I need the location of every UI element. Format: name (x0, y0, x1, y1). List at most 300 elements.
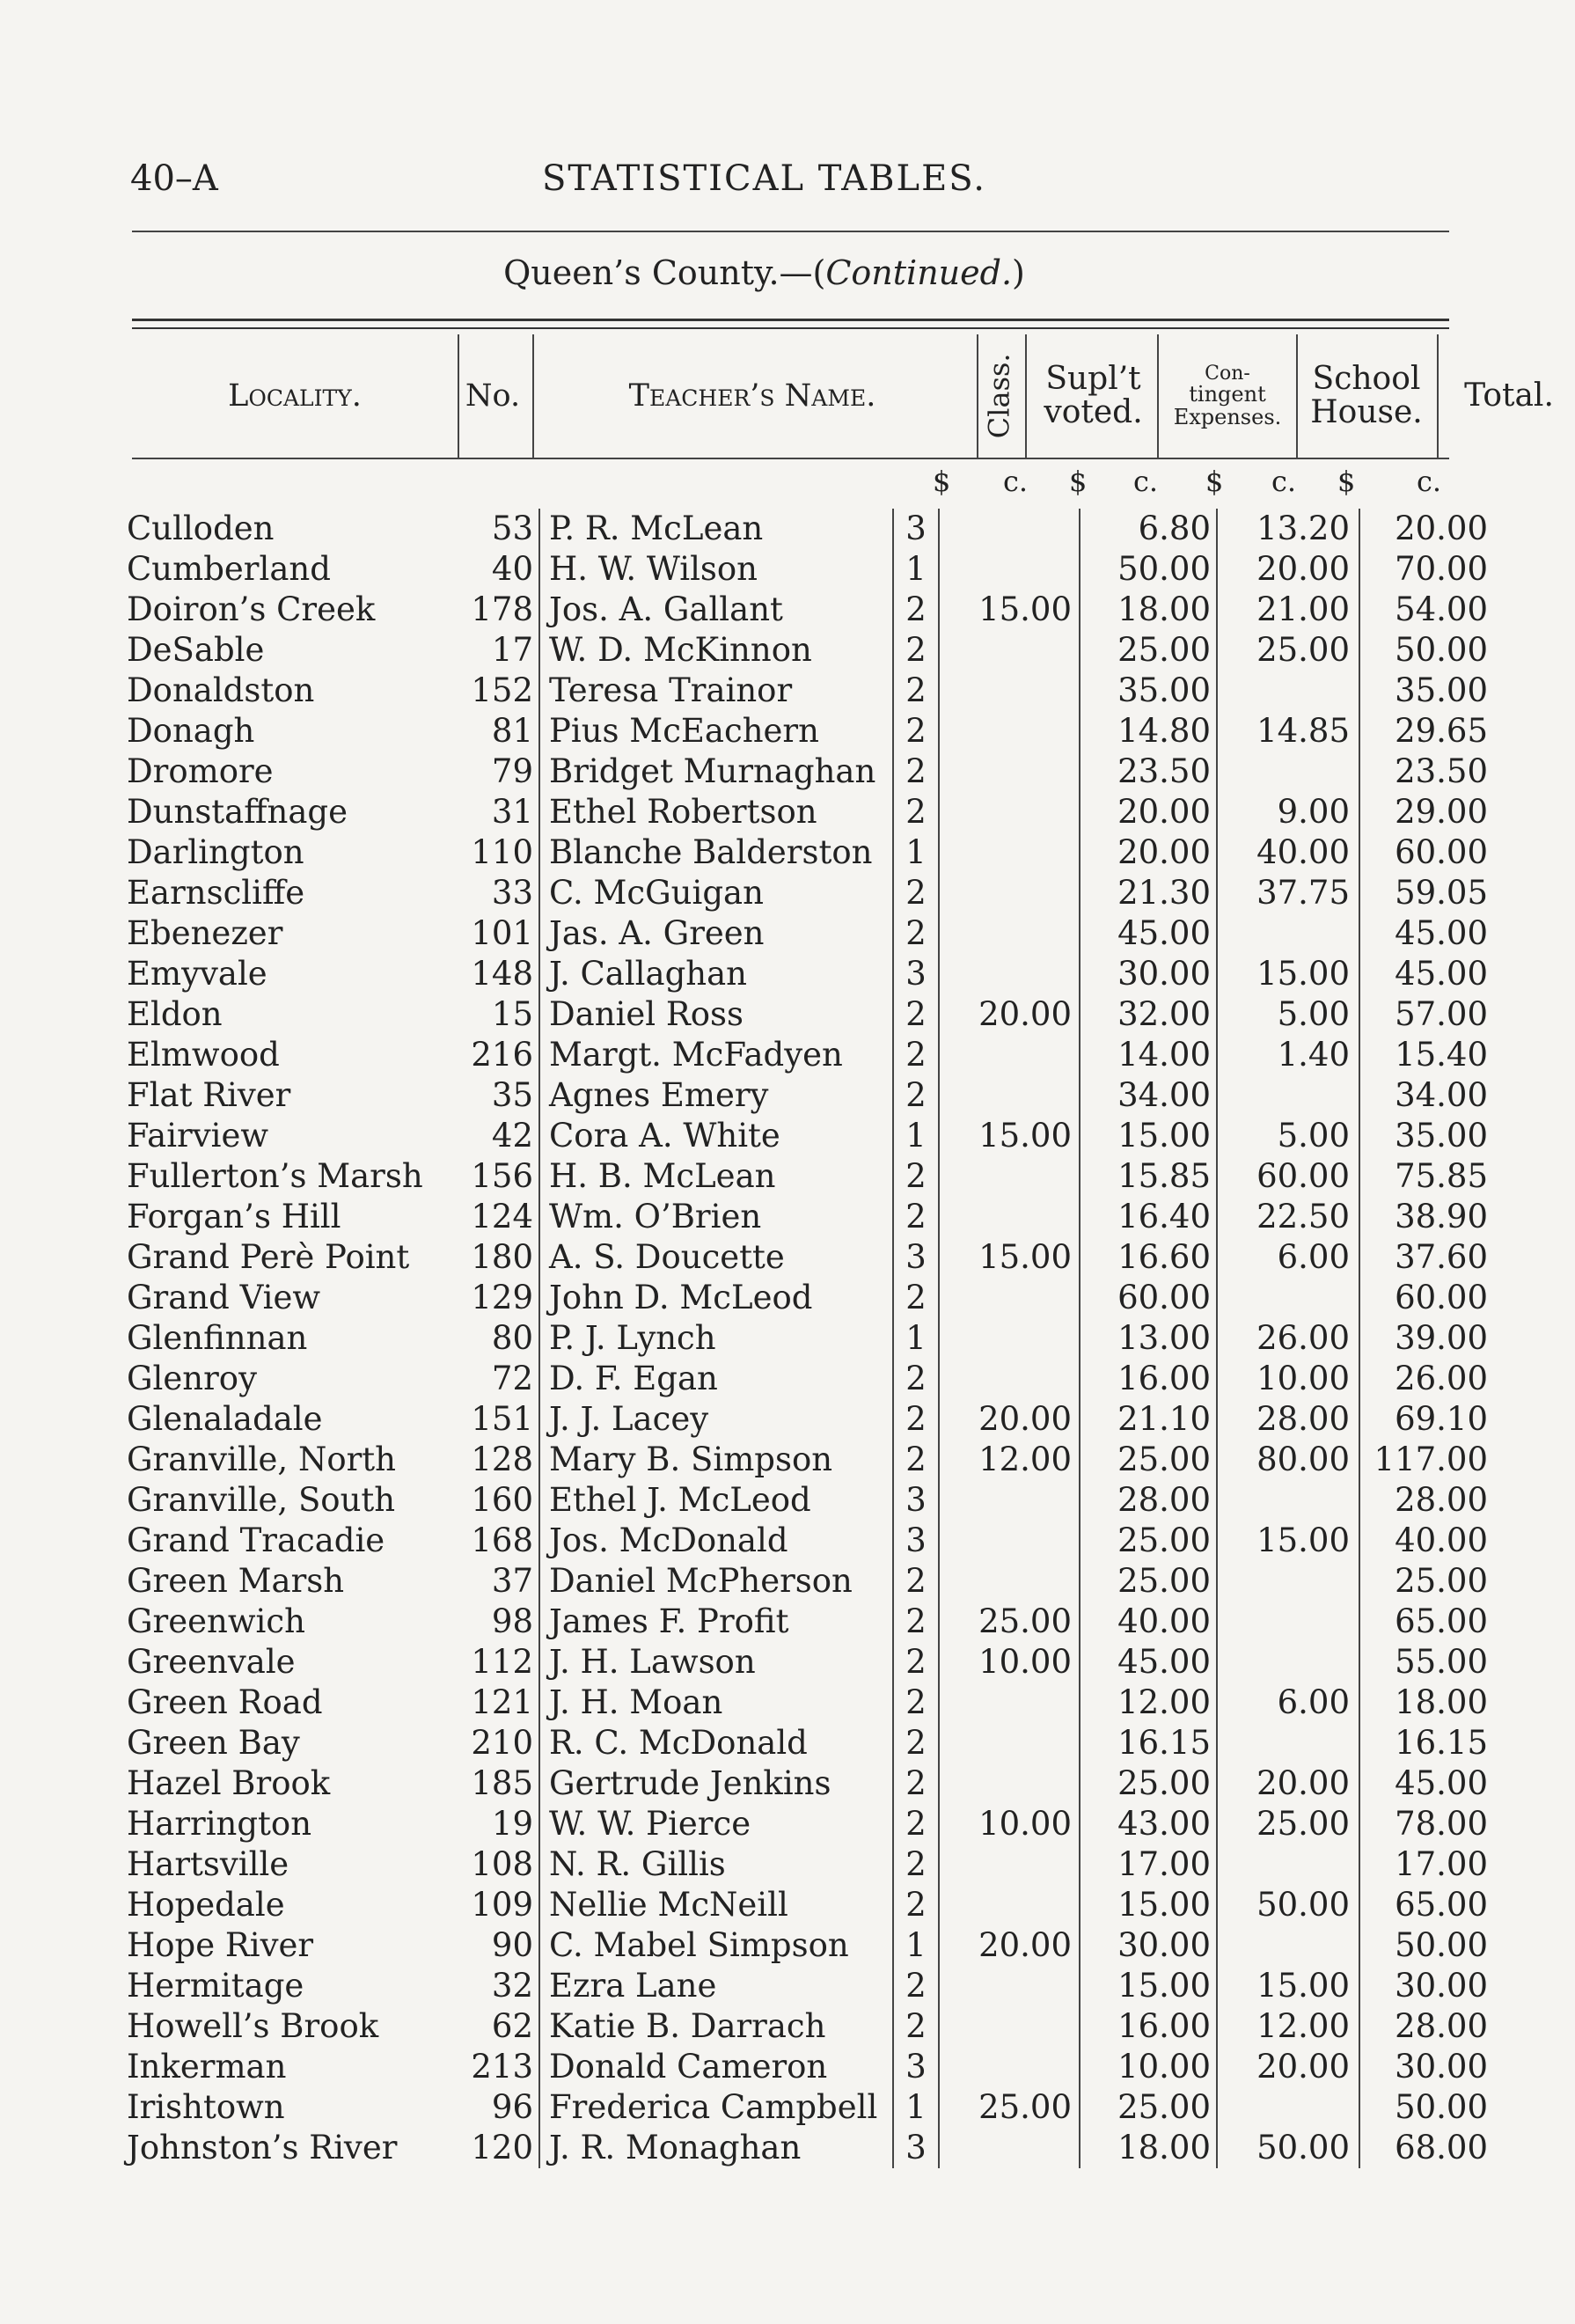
cell-locality: Harrington (127, 1805, 312, 1843)
cell-teacher: John D. McLeod (539, 1278, 893, 1318)
cell-teacher: D. F. Egan (539, 1359, 893, 1399)
table-row (114, 2128, 1488, 2168)
cell-contingent: 25.00 (1080, 1521, 1217, 1561)
cell-locality: Greenvale (127, 1643, 296, 1681)
cell-no: 124 (461, 1197, 539, 1237)
table-row (114, 2047, 1488, 2087)
table-row (114, 1521, 1488, 1561)
cell-locality: Green Bay (127, 1724, 300, 1762)
cell-class: 2 (893, 751, 939, 792)
header-school-line1: School (1312, 361, 1421, 398)
header-divider (1157, 334, 1159, 458)
cell-school-house: 25.00 (1217, 1804, 1359, 1844)
cell-class: 2 (893, 1359, 939, 1399)
subtitle-close: ) (1012, 253, 1025, 292)
table-row (114, 1399, 1488, 1440)
cell-class: 3 (893, 2047, 939, 2087)
cell-locality: Dunstaffnage (127, 793, 348, 831)
cell-locality: Grand Tracadie (127, 1521, 385, 1559)
cell-class: 2 (893, 1399, 939, 1440)
cell-total: 70.00 (1395, 550, 1488, 588)
cell-contingent: 18.00 (1080, 2128, 1217, 2168)
cell-locality: Green Road (127, 1683, 323, 1721)
cell-supl-voted (939, 873, 1080, 913)
cell-locality: Hartsville (127, 1845, 289, 1883)
cell-teacher: Pius McEachern (539, 711, 893, 751)
cell-school-house (1217, 751, 1359, 792)
cell-teacher: Jos. McDonald (539, 1521, 893, 1561)
cell-teacher: Teresa Trainor (539, 671, 893, 711)
cell-no: 185 (461, 1763, 539, 1804)
cell-class: 3 (893, 1237, 939, 1278)
cell-supl-voted (939, 1561, 1080, 1602)
cell-no: 121 (461, 1683, 539, 1723)
cell-teacher: Cora A. White (539, 1116, 893, 1156)
cell-locality: Irishtown (127, 2088, 285, 2126)
cell-contingent: 45.00 (1080, 913, 1217, 954)
table-row (114, 1116, 1488, 1156)
cell-contingent: 45.00 (1080, 1642, 1217, 1683)
cell-supl-voted (939, 2006, 1080, 2047)
cell-supl-voted (939, 1075, 1080, 1116)
cell-locality: Eldon (127, 995, 223, 1033)
cell-no: 15 (461, 994, 539, 1035)
cell-teacher: Ethel J. McLeod (539, 1480, 893, 1521)
cell-class: 2 (893, 1602, 939, 1642)
header-total: Total. (1464, 378, 1554, 414)
cell-school-house: 1.40 (1217, 1035, 1359, 1075)
cell-school-house: 80.00 (1217, 1440, 1359, 1480)
table-row (114, 1075, 1488, 1116)
cell-total: 50.00 (1395, 2088, 1488, 2126)
cell-school-house: 13.20 (1217, 509, 1359, 549)
cell-school-house (1217, 913, 1359, 954)
cell-total: 23.50 (1395, 752, 1488, 790)
cell-contingent: 16.60 (1080, 1237, 1217, 1278)
cell-school-house: 50.00 (1217, 2128, 1359, 2168)
subtitle-main: Queen’s County.—( (503, 253, 826, 292)
cell-school-house: 37.75 (1217, 873, 1359, 913)
cell-total: 28.00 (1395, 2007, 1488, 2045)
cell-locality: Donagh (127, 712, 255, 750)
cell-locality: Hermitage (127, 1967, 304, 2005)
cell-teacher: James F. Profit (539, 1602, 893, 1642)
cell-class: 2 (893, 671, 939, 711)
cell-total: 37.60 (1395, 1238, 1488, 1276)
cell-contingent: 60.00 (1080, 1278, 1217, 1318)
cell-class: 1 (893, 549, 939, 590)
table-row (114, 1602, 1488, 1642)
cell-school-house: 60.00 (1217, 1156, 1359, 1197)
cell-school-house (1217, 1642, 1359, 1683)
cell-teacher: Wm. O’Brien (539, 1197, 893, 1237)
cell-class: 2 (893, 590, 939, 630)
cell-no: 213 (461, 2047, 539, 2087)
cell-class: 1 (893, 2087, 939, 2128)
cell-contingent: 30.00 (1080, 954, 1217, 994)
cell-locality: Fullerton’s Marsh (127, 1157, 423, 1195)
header-no: No. (465, 378, 521, 414)
cell-contingent: 14.80 (1080, 711, 1217, 751)
cell-school-house: 10.00 (1217, 1359, 1359, 1399)
cell-school-house: 5.00 (1217, 1116, 1359, 1156)
cell-locality: Glenroy (127, 1360, 257, 1397)
cell-class: 2 (893, 1075, 939, 1116)
cell-supl-voted: 10.00 (939, 1804, 1080, 1844)
cell-contingent: 28.00 (1080, 1480, 1217, 1521)
cell-no: 62 (461, 2006, 539, 2047)
cell-total: 15.40 (1395, 1036, 1488, 1074)
cell-no: 129 (461, 1278, 539, 1318)
cell-school-house (1217, 1561, 1359, 1602)
cell-class: 2 (893, 1642, 939, 1683)
cell-teacher: N. R. Gillis (539, 1844, 893, 1885)
cell-school-house (1217, 1075, 1359, 1116)
table-row (114, 1278, 1488, 1318)
cell-supl-voted (939, 1318, 1080, 1359)
unit-dollar-total: $ (1337, 465, 1356, 498)
table-body (114, 509, 1488, 2168)
cell-total: 69.10 (1395, 1400, 1488, 1438)
cell-contingent: 50.00 (1080, 549, 1217, 590)
cell-school-house (1217, 1602, 1359, 1642)
cell-school-house: 28.00 (1217, 1399, 1359, 1440)
header-teacher: Teacher’s Name. (628, 378, 876, 414)
cell-class: 2 (893, 1278, 939, 1318)
table-row (114, 873, 1488, 913)
cell-locality: Grand Perè Point (127, 1238, 410, 1276)
cell-contingent: 15.00 (1080, 1885, 1217, 1925)
cell-supl-voted (939, 1763, 1080, 1804)
cell-class: 1 (893, 1116, 939, 1156)
cell-contingent: 16.00 (1080, 1359, 1217, 1399)
cell-no: 72 (461, 1359, 539, 1399)
cell-supl-voted (939, 509, 1080, 549)
unit-cent-school: c. (1271, 465, 1297, 498)
cell-school-house: 5.00 (1217, 994, 1359, 1035)
subtitle-continued: Continued. (825, 253, 1013, 292)
cell-locality: Granville, South (127, 1481, 396, 1519)
cell-contingent: 6.80 (1080, 509, 1217, 549)
cell-no: 160 (461, 1480, 539, 1521)
cell-locality: Darlington (127, 833, 304, 871)
table-row (114, 1156, 1488, 1197)
cell-total: 65.00 (1395, 1886, 1488, 1924)
cell-locality: Green Marsh (127, 1562, 345, 1600)
table-row (114, 1440, 1488, 1480)
header-supl-line1: Supl’t (1045, 361, 1141, 398)
cell-class: 2 (893, 1844, 939, 1885)
table-row (114, 792, 1488, 832)
table-row (114, 590, 1488, 630)
table-row (114, 630, 1488, 671)
cell-no: 81 (461, 711, 539, 751)
cell-contingent: 23.50 (1080, 751, 1217, 792)
cell-school-house: 15.00 (1217, 954, 1359, 994)
table-row (114, 549, 1488, 590)
cell-contingent: 25.00 (1080, 630, 1217, 671)
cell-total: 39.00 (1395, 1319, 1488, 1357)
cell-supl-voted (939, 711, 1080, 751)
cell-no: 180 (461, 1237, 539, 1278)
cell-locality: Inkerman (127, 2048, 287, 2086)
cell-class: 3 (893, 1521, 939, 1561)
cell-school-house: 25.00 (1217, 630, 1359, 671)
cell-contingent: 17.00 (1080, 1844, 1217, 1885)
cell-locality: Hopedale (127, 1886, 285, 1924)
cell-total: 29.65 (1395, 712, 1488, 750)
cell-no: 128 (461, 1440, 539, 1480)
cell-no: 32 (461, 1966, 539, 2006)
cell-total: 54.00 (1395, 590, 1488, 628)
header-cont-line3: Expenses. (1173, 404, 1282, 429)
cell-locality: Ebenezer (127, 914, 283, 952)
cell-teacher: C. Mabel Simpson (539, 1925, 893, 1966)
header-locality: Locality. (228, 378, 362, 414)
cell-contingent: 16.00 (1080, 2006, 1217, 2047)
page-title: STATISTICAL TABLES. (542, 158, 986, 199)
cell-teacher: A. S. Doucette (539, 1237, 893, 1278)
cell-teacher: W. D. McKinnon (539, 630, 893, 671)
cell-contingent: 25.00 (1080, 1440, 1217, 1480)
cell-school-house: 9.00 (1217, 792, 1359, 832)
unit-cent-supl: c. (1003, 465, 1029, 498)
double-rule (132, 319, 1449, 321)
cell-school-house: 14.85 (1217, 711, 1359, 751)
cell-class: 2 (893, 1561, 939, 1602)
cell-supl-voted (939, 954, 1080, 994)
cell-no: 17 (461, 630, 539, 671)
cell-supl-voted (939, 1197, 1080, 1237)
table-row (114, 1925, 1488, 1966)
cell-supl-voted (939, 1278, 1080, 1318)
top-rule (132, 231, 1449, 232)
cell-locality: Culloden (127, 510, 275, 547)
cell-teacher: P. J. Lynch (539, 1318, 893, 1359)
cell-total: 28.00 (1395, 1481, 1488, 1519)
cell-school-house: 40.00 (1217, 832, 1359, 873)
cell-teacher: Daniel McPherson (539, 1561, 893, 1602)
cell-total: 20.00 (1395, 510, 1488, 547)
cell-class: 2 (893, 1763, 939, 1804)
cell-total: 30.00 (1395, 1967, 1488, 2005)
cell-no: 79 (461, 751, 539, 792)
cell-locality: Elmwood (127, 1036, 280, 1074)
cell-contingent: 15.00 (1080, 1966, 1217, 2006)
cell-supl-voted (939, 1844, 1080, 1885)
table-row (114, 1480, 1488, 1521)
cell-total: 45.00 (1395, 914, 1488, 952)
cell-supl-voted (939, 1966, 1080, 2006)
cell-total: 30.00 (1395, 2048, 1488, 2086)
table-row (114, 1197, 1488, 1237)
cell-supl-voted: 10.00 (939, 1642, 1080, 1683)
cell-no: 110 (461, 832, 539, 873)
cell-total: 68.00 (1395, 2129, 1488, 2166)
table-row (114, 1763, 1488, 1804)
unit-cent-total: c. (1417, 465, 1442, 498)
cell-no: 80 (461, 1318, 539, 1359)
cell-locality: Howell’s Brook (127, 2007, 379, 2045)
cell-school-house: 20.00 (1217, 1763, 1359, 1804)
cell-class: 2 (893, 994, 939, 1035)
cell-supl-voted: 20.00 (939, 1925, 1080, 1966)
cell-locality: Flat River (127, 1076, 291, 1114)
table-row (114, 2087, 1488, 2128)
cell-class: 2 (893, 1723, 939, 1763)
cell-contingent: 15.85 (1080, 1156, 1217, 1197)
header-contingent (1161, 334, 1293, 458)
table-row (114, 1318, 1488, 1359)
cell-contingent: 20.00 (1080, 832, 1217, 873)
cell-supl-voted (939, 751, 1080, 792)
cell-total: 26.00 (1395, 1360, 1488, 1397)
cell-total: 40.00 (1395, 1521, 1488, 1559)
table-row (114, 1966, 1488, 2006)
cell-total: 29.00 (1395, 793, 1488, 831)
cell-supl-voted (939, 1521, 1080, 1561)
cell-supl-voted (939, 1156, 1080, 1197)
cell-supl-voted (939, 1035, 1080, 1075)
cell-teacher: Daniel Ross (539, 994, 893, 1035)
cell-teacher: J. H. Moan (539, 1683, 893, 1723)
cell-school-house: 15.00 (1217, 1966, 1359, 2006)
cell-contingent: 35.00 (1080, 671, 1217, 711)
cell-total: 35.00 (1395, 671, 1488, 709)
cell-contingent: 40.00 (1080, 1602, 1217, 1642)
table-row (114, 1844, 1488, 1885)
cell-school-house (1217, 1278, 1359, 1318)
header-supl-line2: voted. (1044, 394, 1143, 430)
table-row (114, 1885, 1488, 1925)
cell-teacher: J. J. Lacey (539, 1399, 893, 1440)
cell-contingent: 34.00 (1080, 1075, 1217, 1116)
table-row (114, 1723, 1488, 1763)
cell-contingent: 20.00 (1080, 792, 1217, 832)
table-row (114, 913, 1488, 954)
cell-no: 216 (461, 1035, 539, 1075)
cell-supl-voted (939, 1723, 1080, 1763)
table-row (114, 1359, 1488, 1399)
cell-contingent: 12.00 (1080, 1683, 1217, 1723)
cell-no: 151 (461, 1399, 539, 1440)
cell-supl-voted (939, 2128, 1080, 2168)
cell-locality: Johnston’s River (127, 2129, 398, 2166)
table-row (114, 954, 1488, 994)
cell-school-house (1217, 1844, 1359, 1885)
double-rule-lower (132, 327, 1449, 329)
cell-no: 148 (461, 954, 539, 994)
cell-class: 2 (893, 913, 939, 954)
cell-contingent: 15.00 (1080, 1116, 1217, 1156)
cell-supl-voted (939, 832, 1080, 873)
cell-teacher: J. R. Monaghan (539, 2128, 893, 2168)
table-row (114, 994, 1488, 1035)
header-divider (1437, 334, 1439, 458)
cell-class: 1 (893, 1318, 939, 1359)
cell-total: 60.00 (1395, 833, 1488, 871)
cell-class: 3 (893, 509, 939, 549)
cell-contingent: 21.10 (1080, 1399, 1217, 1440)
school-table (114, 509, 1488, 2168)
cell-class: 2 (893, 1156, 939, 1197)
cell-class: 2 (893, 1804, 939, 1844)
cell-teacher: Blanche Balderston (539, 832, 893, 873)
cell-supl-voted (939, 1683, 1080, 1723)
cell-total: 18.00 (1395, 1683, 1488, 1721)
cell-school-house (1217, 671, 1359, 711)
cell-teacher: Ezra Lane (539, 1966, 893, 2006)
cell-no: 112 (461, 1642, 539, 1683)
cell-locality: Emyvale (127, 955, 267, 993)
cell-locality: Hope River (127, 1926, 314, 1964)
cell-teacher: Gertrude Jenkins (539, 1763, 893, 1804)
cell-locality: Glenfinnan (127, 1319, 308, 1357)
cell-total: 17.00 (1395, 1845, 1488, 1883)
cell-locality: Greenwich (127, 1602, 305, 1640)
table-row (114, 832, 1488, 873)
cell-no: 19 (461, 1804, 539, 1844)
cell-teacher: Jos. A. Gallant (539, 590, 893, 630)
table-row (114, 711, 1488, 751)
cell-teacher: Bridget Murnaghan (539, 751, 893, 792)
cell-total: 35.00 (1395, 1117, 1488, 1155)
cell-no: 33 (461, 873, 539, 913)
header-divider (1296, 334, 1298, 458)
cell-class: 2 (893, 711, 939, 751)
cell-class: 3 (893, 1480, 939, 1521)
cell-no: 40 (461, 549, 539, 590)
cell-locality: Fairview (127, 1117, 269, 1155)
cell-teacher: Donald Cameron (539, 2047, 893, 2087)
cell-total: 117.00 (1374, 1441, 1488, 1478)
cell-teacher: W. W. Pierce (539, 1804, 893, 1844)
table-row (114, 1683, 1488, 1723)
cell-supl-voted (939, 1885, 1080, 1925)
header-class-label: Class. (982, 353, 1016, 439)
table-row (114, 1561, 1488, 1602)
cell-supl-voted: 12.00 (939, 1440, 1080, 1480)
header-cont-line2: tingent (1189, 382, 1266, 407)
cell-no: 98 (461, 1602, 539, 1642)
cell-supl-voted (939, 671, 1080, 711)
cell-teacher: Frederica Campbell (539, 2087, 893, 2128)
cell-school-house (1217, 1480, 1359, 1521)
table-row (114, 1642, 1488, 1683)
cell-teacher: H. W. Wilson (539, 549, 893, 590)
cell-school-house: 21.00 (1217, 590, 1359, 630)
cell-class: 1 (893, 1925, 939, 1966)
cell-locality: Glenaladale (127, 1400, 323, 1438)
cell-teacher: Katie B. Darrach (539, 2006, 893, 2047)
cell-no: 156 (461, 1156, 539, 1197)
cell-contingent: 14.00 (1080, 1035, 1217, 1075)
cell-locality: Cumberland (127, 550, 331, 588)
cell-locality: Grand View (127, 1279, 321, 1316)
cell-total: 59.05 (1395, 874, 1488, 912)
table-row (114, 751, 1488, 792)
header-class (977, 334, 1022, 458)
table-row (114, 1804, 1488, 1844)
cell-no: 109 (461, 1885, 539, 1925)
cell-total: 57.00 (1395, 995, 1488, 1033)
table-row (114, 509, 1488, 549)
cell-total: 45.00 (1395, 955, 1488, 993)
cell-supl-voted: 15.00 (939, 1237, 1080, 1278)
cell-teacher: Ethel Robertson (539, 792, 893, 832)
cell-class: 2 (893, 1885, 939, 1925)
cell-class: 2 (893, 1035, 939, 1075)
